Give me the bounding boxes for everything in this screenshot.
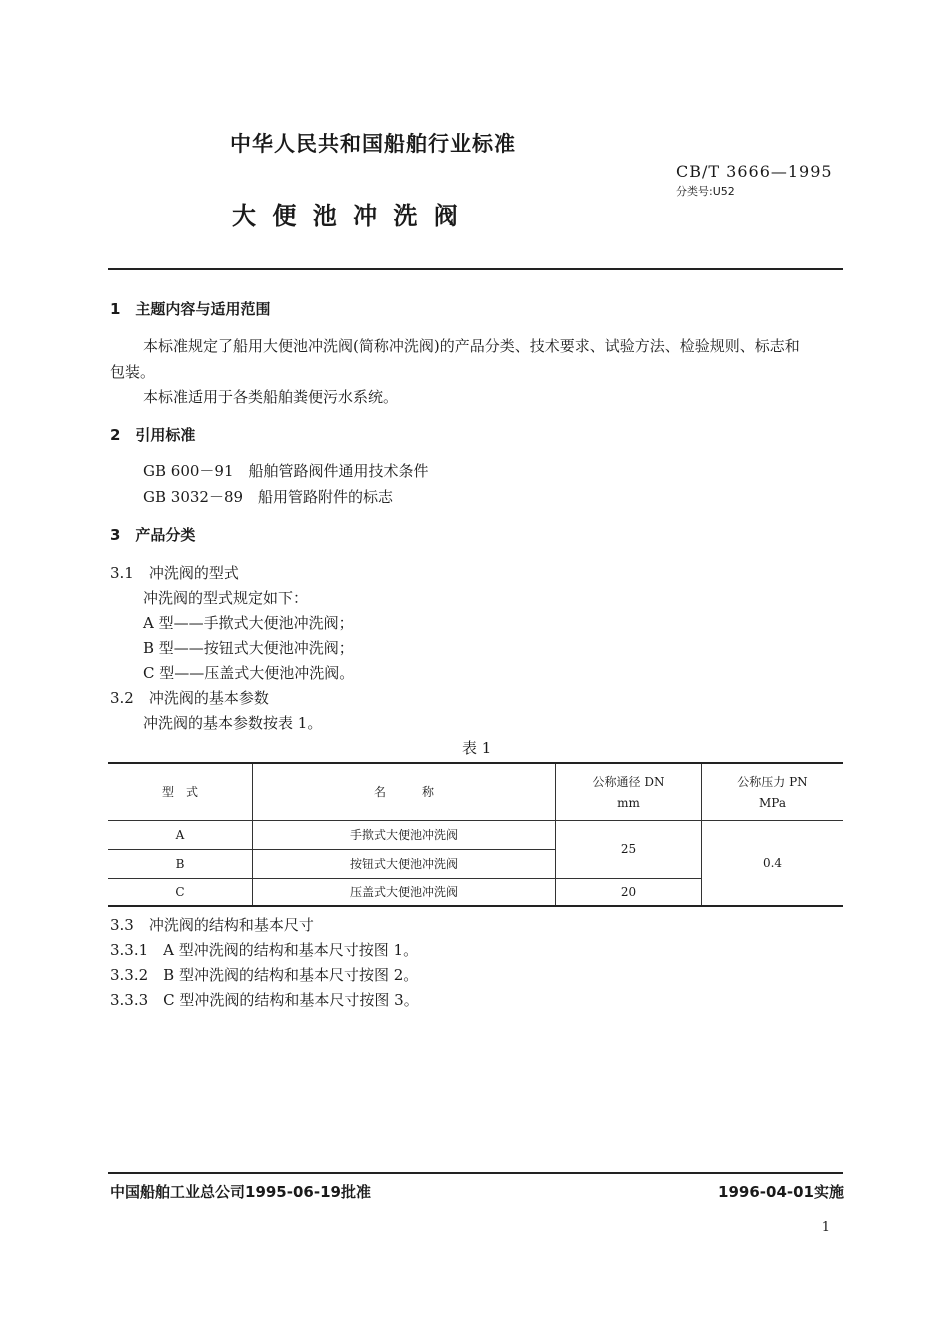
header-dn: [556, 763, 702, 820]
header-type: 型 式: [108, 763, 253, 820]
approval-statement: 中国船舶工业总公司1995-06-19批准: [110, 1183, 371, 1201]
parameters-table: [108, 762, 843, 907]
standard-org-title: 中华人民共和国船舶行业标准: [230, 132, 516, 156]
page-number: 1: [821, 1220, 830, 1235]
header-dn-unit: mm: [617, 796, 640, 811]
section-1-heading: 1 主题内容与适用范围: [110, 300, 271, 318]
section-3-3-2: 3.3.2 B 型冲洗阀的结构和基本尺寸按图 2。: [110, 966, 419, 984]
row-a-name: 手揿式大便池冲洗阀: [253, 820, 556, 849]
pn-value: 0.4: [702, 820, 844, 906]
type-c-item: C 型——压盖式大便池冲洗阀。: [143, 664, 355, 682]
dn-c-value: 20: [556, 878, 702, 906]
classification-number: 分类号:U52: [676, 185, 735, 198]
header-dn-label: 公称通径 DN: [592, 775, 665, 790]
section-2-heading: 2 引用标准: [110, 426, 196, 444]
section-3-heading: 3 产品分类: [110, 526, 196, 544]
section-1-paragraph-1: 本标准规定了船用大便池冲洗阀(简称冲洗阀)的产品分类、技术要求、试验方法、检验规则、标志和: [143, 337, 800, 355]
reference-1: GB 600－91 船舶管路阀件通用技术条件: [143, 462, 429, 480]
type-b-item: B 型——按钮式大便池冲洗阀；: [143, 639, 354, 657]
section-1-paragraph-1-cont: 包装。: [110, 363, 156, 381]
table-row: [108, 820, 843, 849]
section-3-3-1: 3.3.1 A 型冲洗阀的结构和基本尺寸按图 1。: [110, 941, 419, 959]
standard-code: CB/T 3666—1995: [676, 162, 833, 181]
row-b-name: 按钮式大便池冲洗阀: [253, 849, 556, 878]
document-title: 大 便 池 冲 洗 阀: [232, 202, 462, 230]
dn-ab-value: 25: [556, 820, 702, 878]
row-c-name: 压盖式大便池冲洗阀: [253, 878, 556, 906]
header-pn: [702, 763, 844, 820]
section-3-1-heading: 3.1 冲洗阀的型式: [110, 564, 239, 582]
effective-date: 1996-04-01实施: [718, 1183, 844, 1201]
header-pn-unit: MPa: [759, 796, 786, 811]
header-pn-label: 公称压力 PN: [737, 775, 808, 790]
header-rule: [108, 268, 843, 270]
section-3-1-intro: 冲洗阀的型式规定如下：: [143, 589, 309, 607]
table-header-row: [108, 763, 843, 820]
section-3-3-heading: 3.3 冲洗阀的结构和基本尺寸: [110, 916, 314, 934]
section-3-2-text: 冲洗阀的基本参数按表 1。: [143, 714, 323, 732]
row-c-type: C: [108, 878, 253, 906]
section-3-2-heading: 3.2 冲洗阀的基本参数: [110, 689, 269, 707]
row-b-type: B: [108, 849, 253, 878]
row-a-type: A: [108, 820, 253, 849]
type-a-item: A 型——手揿式大便池冲洗阀；: [143, 614, 354, 632]
footer-rule: [108, 1172, 843, 1174]
reference-2: GB 3032－89 船用管路附件的标志: [143, 488, 394, 506]
section-1-paragraph-2: 本标准适用于各类船舶粪便污水系统。: [143, 388, 399, 406]
header-name: 名 称: [253, 763, 556, 820]
section-3-3-3: 3.3.3 C 型冲洗阀的结构和基本尺寸按图 3。: [110, 991, 419, 1009]
table-caption: 表 1: [462, 739, 492, 757]
